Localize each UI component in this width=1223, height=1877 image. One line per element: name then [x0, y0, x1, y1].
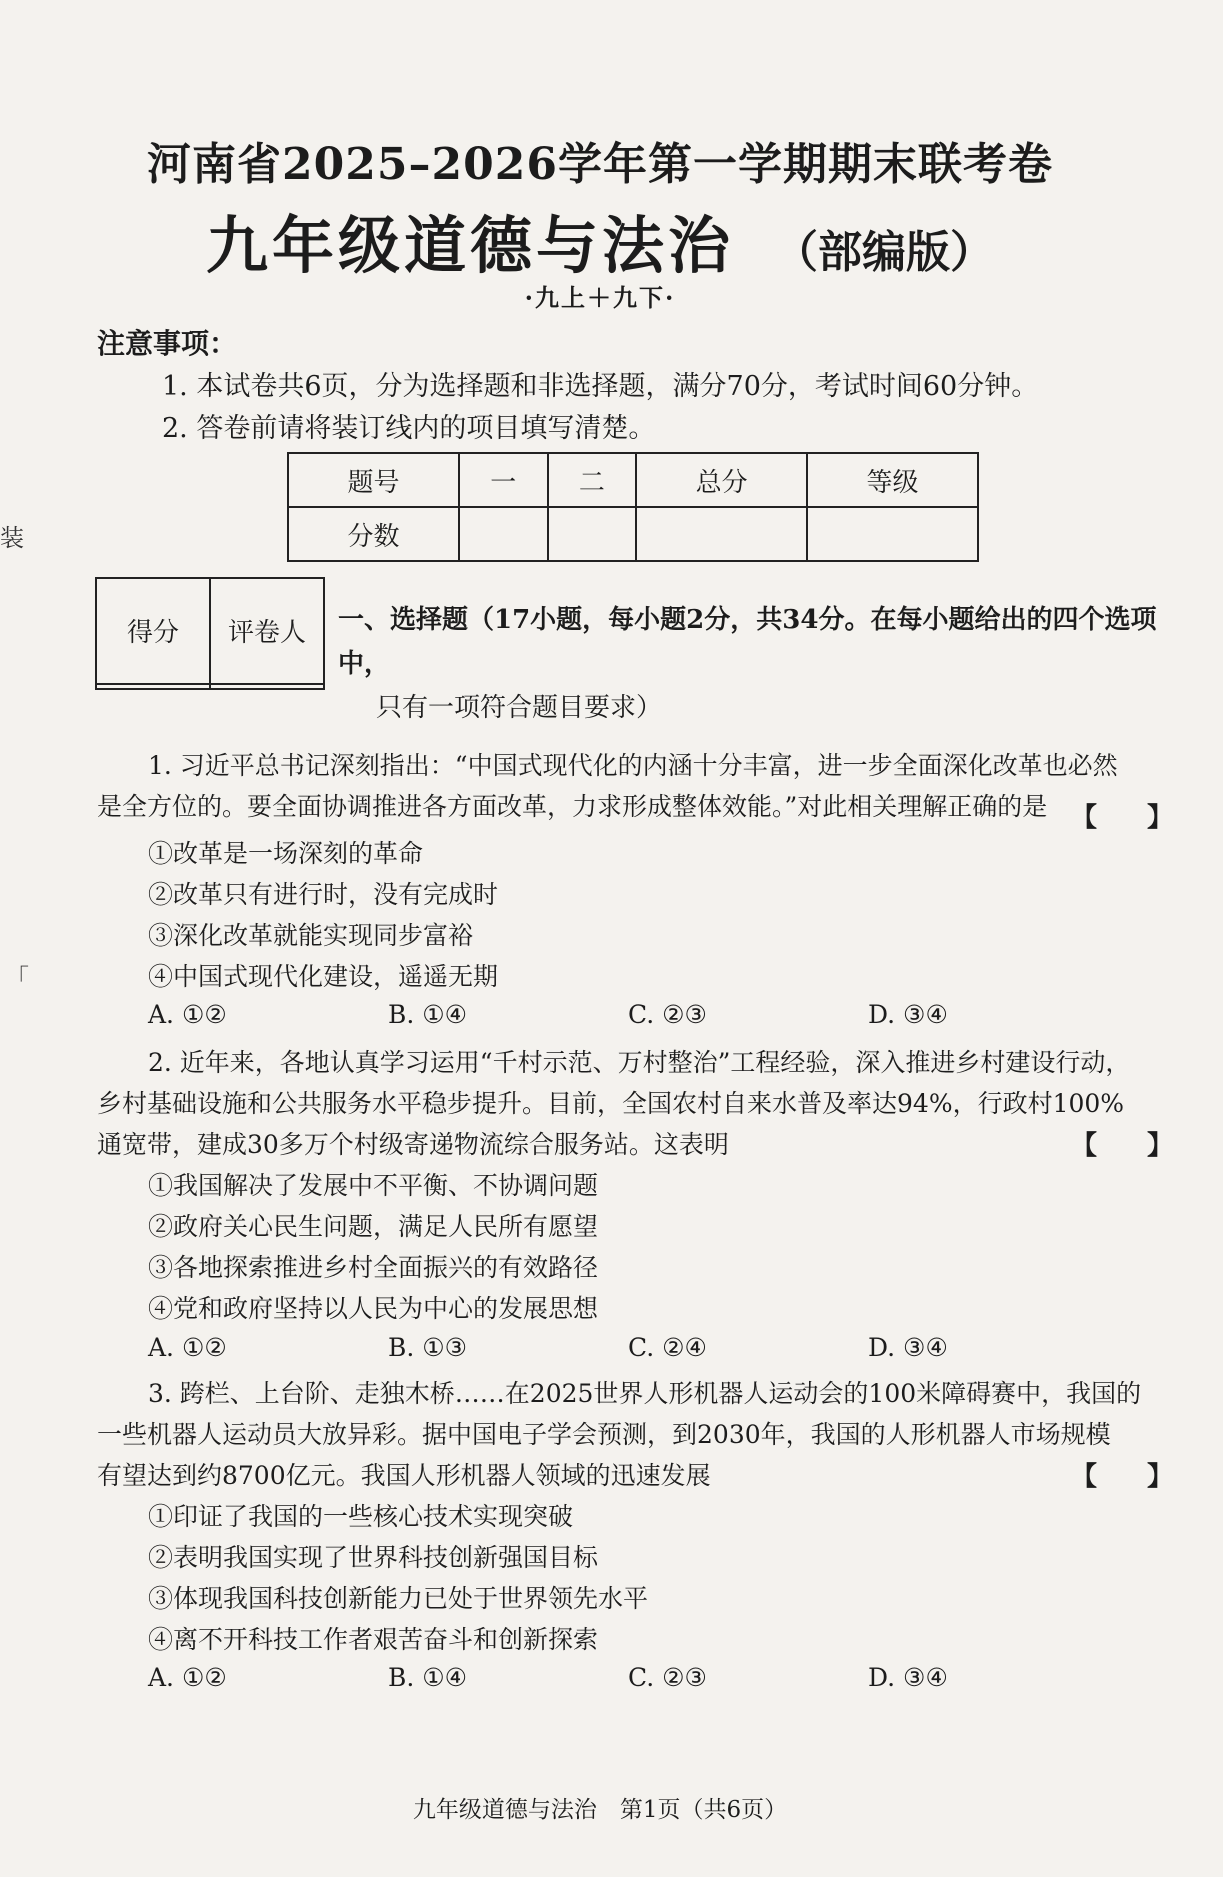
- exam-title: 河南省2025–2026学年第一学期期末联考卷: [147, 139, 1053, 190]
- scope-label: ·九上＋九下·: [524, 283, 676, 312]
- grader-cell: [210, 684, 324, 689]
- statement: ①我国解决了发展中不平衡、不协调问题: [148, 1171, 599, 1200]
- section-title-cont: 只有一项符合题目要求）: [376, 693, 663, 723]
- grader-table: [95, 577, 325, 690]
- question-1-line: 1. 习近平总书记深刻指出：“中国式现代化的内涵十分丰富，进一步全面深化改革也必然: [148, 751, 1118, 780]
- statement: ①改革是一场深刻的革命: [148, 839, 424, 868]
- notice-item: 2. 答卷前请将装订线内的项目填写清楚。: [162, 413, 656, 444]
- question-3-line: 有望达到约8700亿元。我国人形机器人领域的迅速发展: [97, 1461, 711, 1490]
- question-1-line: 是全方位的。要全面协调推进各方面改革，力求形成整体效能。”对此相关理解正确的是: [97, 792, 1048, 821]
- option-b: B. ①④: [388, 1663, 468, 1692]
- statement: ②政府关心民生问题，满足人民所有愿望: [148, 1212, 599, 1241]
- score-cell: [459, 507, 548, 561]
- answer-bracket: 【】: [1071, 1462, 1223, 1492]
- score-row-label: 分数: [288, 507, 459, 561]
- statement: ④中国式现代化建设，遥遥无期: [148, 962, 499, 991]
- section-title: 一、选择题（17小题，每小题2分，共34分。在每小题给出的四个选项中，: [338, 605, 1157, 679]
- statement: ②表明我国实现了世界科技创新强国目标: [148, 1543, 599, 1572]
- score-header-cell: 一: [459, 453, 548, 507]
- question-2-line: 2. 近年来，各地认真学习运用“千村示范、万村整治”工程经验，深入推进乡村建设行动，: [148, 1048, 1131, 1077]
- question-3-line: 3. 跨栏、上台阶、走独木桥……在2025世界人形机器人运动会的100米障碍赛中，我国的: [148, 1379, 1142, 1408]
- score-header-cell: 等级: [807, 453, 978, 507]
- binding-mark-corner: 「: [5, 964, 29, 992]
- score-cell: [548, 507, 637, 561]
- page-footer: 九年级道德与法治 第1页（共6页）: [412, 1797, 788, 1823]
- notice-title: 注意事项：: [97, 327, 238, 360]
- statement: ③体现我国科技创新能力已处于世界领先水平: [148, 1584, 649, 1613]
- section-heading: [338, 598, 1168, 730]
- option-d: D. ③④: [868, 1333, 948, 1362]
- grader-value-row: [96, 684, 324, 689]
- binding-mark: 装: [0, 524, 24, 552]
- score-cell: [636, 507, 807, 561]
- score-header-cell: 二: [548, 453, 637, 507]
- score-header-cell: 总分: [636, 453, 807, 507]
- grader-header-row: [96, 578, 324, 684]
- score-table: [287, 452, 979, 562]
- option-b: B. ①④: [388, 1000, 468, 1029]
- statement: ④离不开科技工作者艰苦奋斗和创新探索: [148, 1625, 599, 1654]
- score-table-header-row: [288, 453, 978, 507]
- score-cell: [807, 507, 978, 561]
- question-3-line: 一些机器人运动员大放异彩。据中国电子学会预测，到2030年，我国的人形机器人市场规模: [97, 1420, 1111, 1449]
- option-c: C. ②③: [628, 1663, 707, 1692]
- subject-heading: [0, 196, 1200, 285]
- option-a: A. ①②: [148, 1663, 227, 1692]
- option-c: C. ②④: [628, 1333, 707, 1362]
- statement: ②改革只有进行时，没有完成时: [148, 880, 499, 909]
- statement: ①印证了我国的一些核心技术实现突破: [148, 1502, 574, 1531]
- option-a: A. ①②: [148, 1333, 227, 1362]
- option-d: D. ③④: [868, 1663, 948, 1692]
- score-table-value-row: [288, 507, 978, 561]
- edition-label: （部编版）: [774, 227, 994, 278]
- score-header-cell: 题号: [288, 453, 459, 507]
- question-2-line: 通宽带，建成30多万个村级寄递物流综合服务站。这表明: [97, 1130, 729, 1159]
- option-c: C. ②③: [628, 1000, 707, 1029]
- answer-bracket: 【】: [1071, 803, 1223, 833]
- grader-cell: [96, 684, 210, 689]
- notice-item: 1. 本试卷共6页，分为选择题和非选择题，满分70分，考试时间60分钟。: [162, 371, 1039, 402]
- statement: ③深化改革就能实现同步富裕: [148, 921, 474, 950]
- statement: ③各地探索推进乡村全面振兴的有效路径: [148, 1253, 599, 1282]
- question-2-line: 乡村基础设施和公共服务水平稳步提升。目前，全国农村自来水普及率达94%，行政村100%: [97, 1089, 1125, 1118]
- subject-title: 九年级道德与法治: [205, 209, 734, 282]
- option-b: B. ①③: [388, 1333, 468, 1362]
- option-d: D. ③④: [868, 1000, 948, 1029]
- grader-header-cell: 评卷人: [210, 578, 324, 684]
- answer-bracket: 【】: [1071, 1131, 1223, 1161]
- option-a: A. ①②: [148, 1000, 227, 1029]
- statement: ④党和政府坚持以人民为中心的发展思想: [148, 1294, 599, 1323]
- grader-header-cell: 得分: [96, 578, 210, 684]
